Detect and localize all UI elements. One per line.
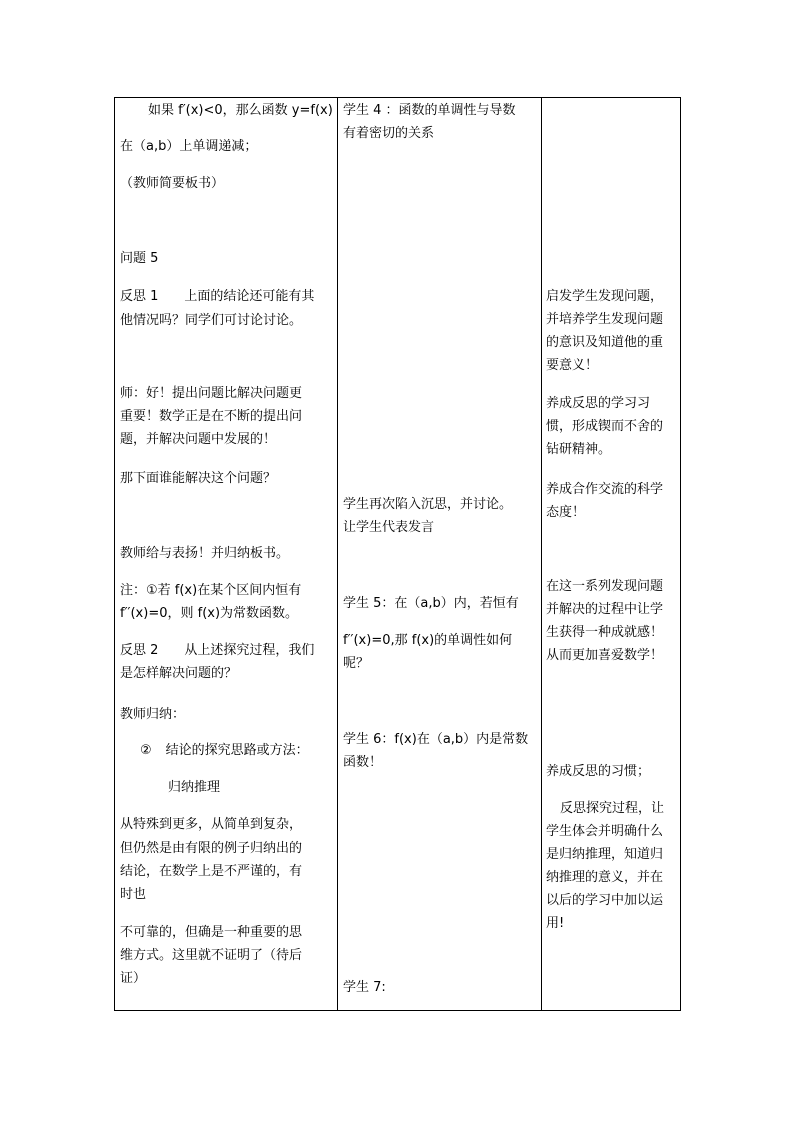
col1-line: 证） <box>120 971 147 986</box>
col1-line: 是怎样解决问题的？ <box>120 666 238 681</box>
col1-line: 教师归纳： <box>120 707 186 722</box>
col2-line: f′′(x)=0,那 f(x)的单调性如何 <box>343 633 513 648</box>
col1-line: 重要！数学正是在不断的提出问 <box>120 409 303 424</box>
method-text: 结论的探究思路或方法： <box>165 743 309 758</box>
col3-line: 在这一系列发现问题 <box>546 579 664 594</box>
reflection-label: 反思 2 <box>120 643 159 658</box>
col1-line: 如果 f′(x)<0，那么函数 y=f(x) <box>148 103 333 118</box>
col1-line: 问题 5 <box>120 251 159 266</box>
col3-line: 以后的学习中加以运 <box>546 893 664 908</box>
col1-line: 题，并解决问题中发展的！ <box>120 432 277 447</box>
col3-line: 养成合作交流的科学 <box>546 482 664 497</box>
col1-line: 从特殊到更多，从简单到复杂， <box>120 817 303 832</box>
col1-line: （教师简要板书） <box>120 176 225 191</box>
col1-line: 注：①若 f(x)在某个区间内恒有 <box>120 583 302 598</box>
reflection-text: 从上述探究过程，我们 <box>184 643 315 658</box>
col3-line: 养成反思的学习习 <box>546 396 651 411</box>
col2-line: 学生 7: <box>343 980 386 995</box>
col1-line: 但仍然是由有限的例子归纳出的 <box>120 841 303 856</box>
col3-line: 并解决的过程中让学 <box>546 602 664 617</box>
col3-line: 生获得一种成就感！ <box>546 625 664 640</box>
reflection-text: 上面的结论还可能有其 <box>184 289 315 304</box>
col2-line: 学生 6：f(x)在（a,b）内是常数 <box>343 732 529 747</box>
col1-reflection-1 <box>120 286 314 308</box>
col3-line: 的意识及知道他的重 <box>546 335 664 350</box>
col1-method-item <box>140 740 309 762</box>
col2-line: 学生 5：在（a,b）内，若恒有 <box>343 596 519 611</box>
col1-line: 在（a,b）上单调递减； <box>120 139 258 154</box>
col2-line: 学生 4 ：函数的单调性与导数 <box>343 103 516 118</box>
col3-line: 用! <box>546 916 565 931</box>
col1-line: 不可靠的，但确是一种重要的思 <box>120 925 303 940</box>
col1-line: f′′(x)=0，则 f(x)为常数函数。 <box>120 606 299 621</box>
col1-line: 结论，在数学上是不严谨的，有 <box>120 864 303 879</box>
col1-line: 教师给与表扬！并归纳板书。 <box>120 546 290 561</box>
col3-line: 是归纳推理，知道归 <box>546 847 664 862</box>
reflection-label: 反思 1 <box>120 289 159 304</box>
col2-line: 学生再次陷入沉思，并讨论。 <box>343 497 513 512</box>
col3-line: 要意义！ <box>546 358 599 373</box>
col2-line: 呢？ <box>343 656 370 671</box>
col3-line: 从而更加喜爱数学！ <box>546 648 664 663</box>
col2-line: 让学生代表发言 <box>343 520 435 535</box>
col3-line: 学生体会并明确什么 <box>546 824 664 839</box>
list-number: ② <box>140 743 152 758</box>
col1-line: 那下面谁能解决这个问题？ <box>120 471 277 486</box>
column-divider-2 <box>541 98 542 1010</box>
col3-line: 并培养学生发现问题 <box>546 312 664 327</box>
col1-line: 时也 <box>120 887 147 902</box>
col1-line: 归纳推理 <box>168 780 221 795</box>
col3-line: 态度！ <box>546 505 586 520</box>
col3-line: 养成反思的习惯； <box>546 764 651 779</box>
col3-line: 反思探究过程，让 <box>560 801 665 816</box>
col3-line: 纳推理的意义，并在 <box>546 870 664 885</box>
col3-line: 启发学生发现问题， <box>546 289 664 304</box>
col2-line: 函数！ <box>343 755 383 770</box>
col1-line: 维方式。这里就不证明了（待后 <box>120 948 303 963</box>
col3-line: 钻研精神。 <box>546 442 612 457</box>
col2-line: 有着密切的关系 <box>343 126 435 141</box>
col3-line: 惯，形成锲而不舍的 <box>546 419 664 434</box>
col1-reflection-2 <box>120 640 314 662</box>
column-divider-1 <box>337 98 338 1010</box>
col1-line: 他情况吗？同学们可讨论讨论。 <box>120 313 303 328</box>
col1-line: 师：好！提出问题比解决问题更 <box>120 386 303 401</box>
